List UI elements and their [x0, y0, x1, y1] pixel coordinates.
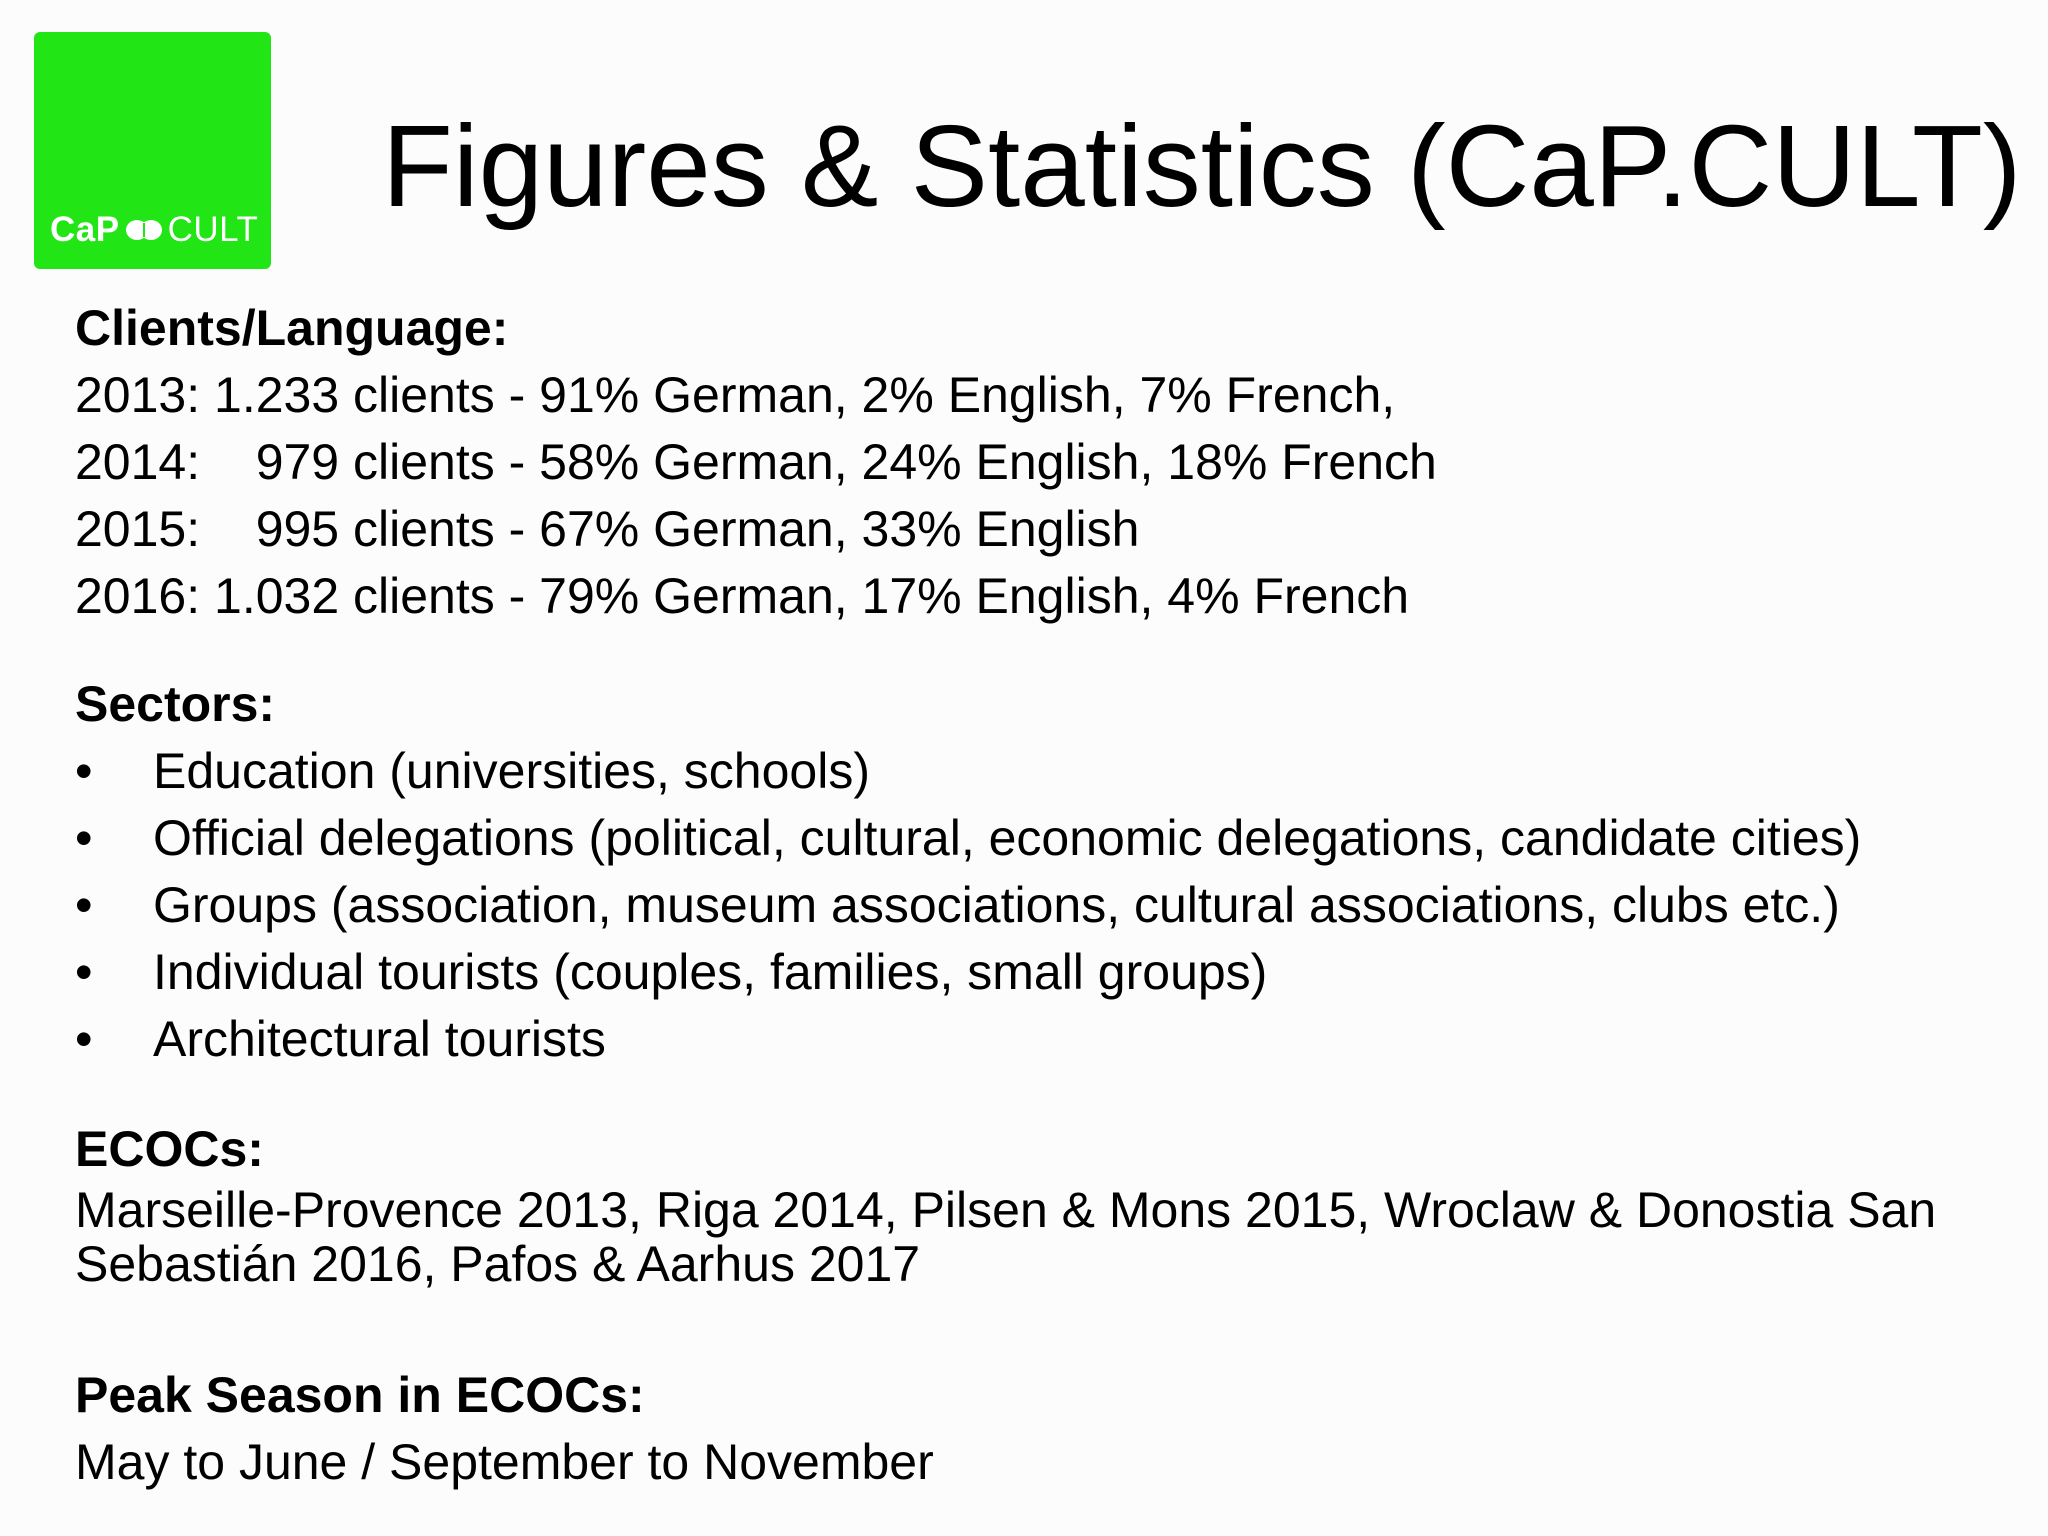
- clients-line-2013: 2013: 1.233 clients - 91% German, 2% English, 7% French,: [75, 367, 1396, 423]
- sectors-section: [75, 670, 2025, 1073]
- speech-bubbles-icon: [124, 218, 164, 242]
- sector-item: [75, 805, 2025, 872]
- peak-heading: Peak Season in ECOCs:: [75, 1367, 645, 1423]
- ecocs-heading: ECOCs:: [75, 1121, 264, 1177]
- sector-item-text: Architectural tourists: [153, 1011, 606, 1067]
- sectors-heading: Sectors:: [75, 676, 276, 732]
- peak-section: [75, 1361, 2025, 1496]
- bullet-icon: •: [75, 743, 93, 799]
- sector-item-text: Groups (association, museum associations, cultural associations, clubs etc.): [153, 877, 1840, 933]
- slide-content: [75, 294, 2025, 1496]
- sectors-list: [75, 738, 2025, 1073]
- ecocs-section: [75, 1115, 2025, 1291]
- clients-line-2016: 2016: 1.032 clients - 79% German, 17% English, 4% French: [75, 568, 1410, 624]
- bullet-icon: •: [75, 877, 93, 933]
- sector-item-text: Education (universities, schools): [153, 743, 870, 799]
- bullet-icon: •: [75, 810, 93, 866]
- slide-title: Figures & Statistics (CaP.CULT): [382, 101, 2022, 231]
- logo-cult-text: CULT: [167, 210, 259, 249]
- sector-item: [75, 939, 2025, 1006]
- sector-item: [75, 872, 2025, 939]
- sector-item: [75, 1006, 2025, 1073]
- clients-line-2014: 2014: 979 clients - 58% German, 24% English, 18% French: [75, 434, 1437, 490]
- clients-heading: Clients/Language:: [75, 300, 509, 356]
- bullet-icon: •: [75, 1011, 93, 1067]
- sector-item: [75, 738, 2025, 805]
- sector-item-text: Individual tourists (couples, families, small groups): [153, 944, 1268, 1000]
- peak-text: May to June / September to November: [75, 1434, 934, 1490]
- capcult-logo: [34, 32, 271, 269]
- sector-item-text: Official delegations (political, cultural, economic delegations, candidate cities): [153, 810, 1862, 866]
- ecocs-text: Marseille-Provence 2013, Riga 2014, Pilsen & Mons 2015, Wroclaw & Donostia San Sebastián 2016, Pafos & Aarhus 2017: [75, 1182, 1937, 1292]
- bullet-icon: •: [75, 944, 93, 1000]
- clients-line-2015: 2015: 995 clients - 67% German, 33% English: [75, 501, 1140, 557]
- clients-section: [75, 294, 2025, 630]
- logo-cap-text: CaP: [50, 210, 120, 249]
- logo-wordmark: [50, 210, 258, 250]
